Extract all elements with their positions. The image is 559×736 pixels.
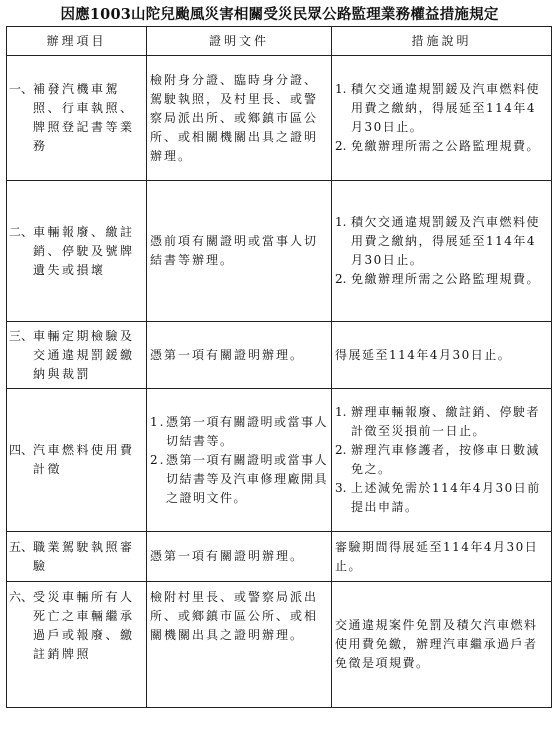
table-row — [7, 181, 552, 322]
item-cell — [7, 389, 147, 532]
list-item: 2. 免繳辦理所需之公路監理規費。 — [335, 139, 541, 153]
list-item: 1. 積欠交通違規罰鍰及汽車燃料使用費之繳納，得展延至114年4月30日止。 — [335, 82, 541, 134]
item-cell — [7, 56, 147, 181]
table-row — [7, 389, 552, 532]
list-item: 2. 憑第一項有關證明或當事人切結書等及汽車修理廠開具之證明文件。 — [150, 452, 329, 505]
item-number: 四、 — [9, 443, 34, 457]
item-cell — [7, 532, 147, 582]
item-number: 二、 — [9, 224, 34, 239]
item-text: 職業駕駛執照審驗 — [33, 539, 135, 573]
doc-cell: 檢附村里長、或警察局派出所、或鄉鎮市區公所、或相關機關出具之證明辦理。 — [147, 582, 332, 708]
table-row — [7, 322, 552, 389]
list-item: 2. 免繳辦理所需之公路監理規費。 — [335, 272, 541, 286]
measure-cell — [332, 322, 552, 389]
measure-cell — [332, 56, 552, 181]
doc-cell — [147, 389, 332, 532]
measure-text: 得展延至114年4月30日止。 — [335, 347, 512, 362]
list-item: 2. 辦理汽車修護者，按修車日數減免之。 — [335, 443, 541, 476]
item-number: 六、 — [9, 590, 34, 604]
item-number: 一、 — [9, 82, 34, 96]
list-item: 3. 上述減免需於114年4月30日前提出申請。 — [335, 481, 541, 514]
item-text: 受災車輛所有人死亡之車輛繼承過戶或報廢、繳註銷牌照 — [33, 590, 135, 661]
item-cell — [7, 322, 147, 389]
doc-cell: 憑第一項有關證明辦理。 — [147, 322, 332, 389]
measure-cell — [332, 582, 552, 708]
measures-table — [6, 26, 552, 708]
doc-cell: 檢附身分證、臨時身分證、駕駛執照，及村里長、或警察局派出所、或鄉鎮市區公所、或相關機關出具之證明辦理。 — [147, 56, 332, 181]
list-item: 1. 辦理車輛報廢、繳註銷、停駛者計徵至災損前一日止。 — [335, 405, 541, 438]
doc-cell: 憑前項有關證明或當事人切結書等辦理。 — [147, 181, 332, 322]
page-title: 因應1003山陀兒颱風災害相關受災民眾公路監理業務權益措施規定 — [60, 6, 499, 23]
list-item: 1. 憑第一項有關證明或當事人切結書等。 — [150, 414, 329, 448]
item-cell — [7, 181, 147, 322]
table-row — [7, 56, 552, 181]
doc-cell: 憑第一項有關證明辦理。 — [147, 532, 332, 582]
header-doc: 證明文件 — [147, 27, 332, 56]
item-text: 汽車燃料使用費計徵 — [33, 443, 135, 476]
table-row — [7, 582, 552, 708]
item-text: 補發汽機車駕照、行車執照、牌照登記書等業務 — [33, 82, 135, 153]
list-item: 1. 積欠交通違規罰鍰及汽車燃料使用費之繳納，得展延至114年4月30日止。 — [335, 215, 541, 267]
header-measure: 措施說明 — [332, 27, 552, 56]
measure-text: 交通違規案件免罰及積欠汽車燃料使用費免繳，辦理汽車繼承過戶者免徵是項規費。 — [335, 618, 538, 670]
item-text: 車輛定期檢驗及交通違規罰鍰繳納與裁罰 — [33, 328, 135, 381]
item-number: 五、 — [9, 539, 34, 554]
item-text: 車輛報廢、繳註銷、停駛及號牌遺失或損壞 — [33, 224, 135, 277]
measure-text: 審驗期間得展延至114年4月30日止。 — [335, 539, 539, 573]
measure-cell — [332, 181, 552, 322]
item-number: 三、 — [9, 328, 34, 343]
measure-cell — [332, 532, 552, 582]
header-item: 辦理項目 — [7, 27, 147, 56]
table-header-row — [7, 27, 552, 56]
measure-cell — [332, 389, 552, 532]
table-row — [7, 532, 552, 582]
item-cell — [7, 582, 147, 708]
